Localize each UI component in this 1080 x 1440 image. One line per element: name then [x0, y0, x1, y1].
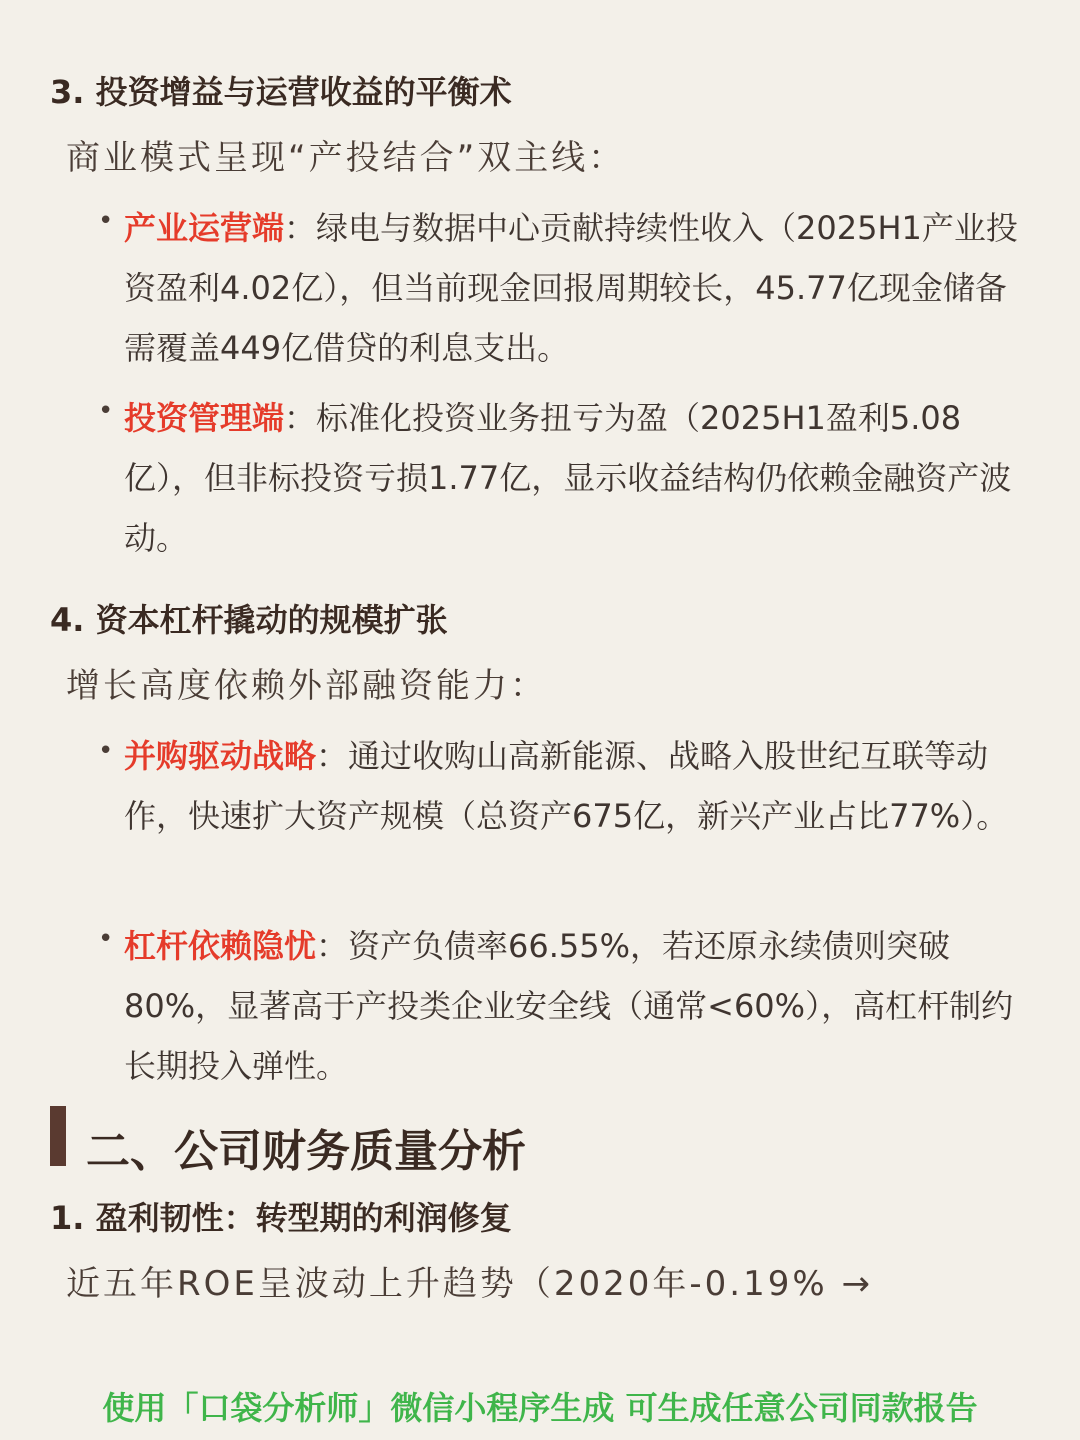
bullet-body: ：标准化投资业务扭亏为盈（2025H1盈利5.08亿），但非标投资亏损1.77亿，显示收益结构仍依赖金融资产波动。 [124, 399, 1012, 557]
bullet-item [124, 198, 1034, 378]
bullet-item [124, 388, 1034, 568]
bullet-key: 产业运营端 [124, 209, 285, 247]
sub-heading: 1. 盈利韧性：转型期的利润修复 [50, 1199, 512, 1237]
section-intro: 近五年ROE呈波动上升趋势（2020年-0.19% → [66, 1264, 873, 1304]
bullet-dot: • [98, 206, 114, 236]
section-3-intro: 商业模式呈现“产投结合”双主线： [66, 138, 626, 178]
bullet-body: ：通过收购山高新能源、战略入股世纪互联等动作，快速扩大资产规模（总资产675亿，新兴产业占比77%）。 [124, 737, 1009, 835]
bullet-key: 投资管理端 [124, 399, 285, 437]
section-title: 二、公司财务质量分析 [86, 1126, 526, 1177]
bullet-dot: • [98, 924, 114, 954]
section-marker-bar [50, 1106, 66, 1166]
bullet-dot: • [98, 736, 114, 766]
bullet-dot: • [98, 396, 114, 426]
bullet-body: ：绿电与数据中心贡献持续性收入（2025H1产业投资盈利4.02亿），但当前现金回报周期较长，45.77亿现金储备需覆盖449亿借贷的利息支出。 [124, 209, 1018, 367]
section-3-heading: 3. 投资增益与运营收益的平衡术 [50, 73, 512, 111]
bullet-key: 杠杆依赖隐忧 [124, 927, 317, 965]
bullet-item [124, 726, 1034, 846]
section-4-intro: 增长高度依赖外部融资能力： [66, 666, 547, 706]
footer-promo: 使用「口袋分析师」微信小程序生成 可生成任意公司同款报告 [102, 1389, 978, 1427]
bullet-item [124, 916, 1034, 1096]
bullet-body: ：资产负债率66.55%，若还原永续债则突破80%，显著高于产投类企业安全线（通常<60%），高杠杆制约长期投入弹性。 [124, 927, 1014, 1085]
bullet-key: 并购驱动战略 [124, 737, 317, 775]
section-4-heading: 4. 资本杠杆撬动的规模扩张 [50, 601, 448, 639]
